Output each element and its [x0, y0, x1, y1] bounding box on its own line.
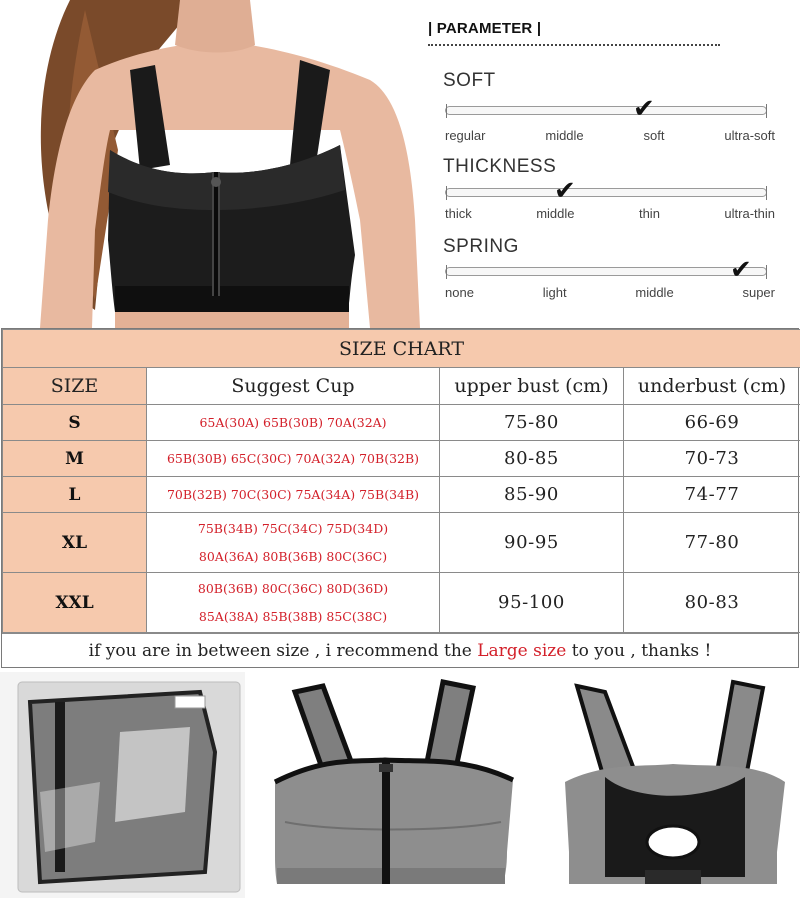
scale-label: middle	[536, 206, 575, 221]
bra-back-icon	[545, 672, 800, 898]
table-row	[3, 513, 800, 573]
scale-tick	[766, 104, 767, 118]
scale-label: none	[445, 285, 474, 300]
header-upper-bust: upper bust (cm)	[440, 368, 624, 405]
scale-label: middle	[545, 128, 584, 143]
header-size: SIZE	[3, 368, 147, 405]
product-photos	[0, 672, 800, 898]
scale-tick	[446, 265, 447, 279]
cup-line: 80A(36A) 80B(36B) 80C(36C)	[198, 548, 388, 564]
underbust-value: 66-69	[624, 405, 800, 441]
size-recommendation-note	[2, 633, 798, 669]
upper-bust-value: 75-80	[440, 405, 624, 441]
thickness-checkmark-icon: ✔	[554, 176, 576, 206]
cup-list	[147, 513, 440, 573]
size-chart-table	[2, 329, 800, 633]
size-chart-title: SIZE CHART	[3, 330, 800, 368]
size-label: XXL	[3, 573, 147, 633]
upper-bust-value: 95-100	[440, 573, 624, 633]
packaged-photo	[0, 672, 245, 898]
header-suggest-cup: Suggest Cup	[147, 368, 440, 405]
size-label: M	[3, 441, 147, 477]
model-photo	[0, 0, 425, 328]
upper-bust-value: 90-95	[440, 513, 624, 573]
parameter-heading: | PARAMETER |	[428, 20, 542, 37]
scale-label: thin	[638, 206, 660, 221]
table-row	[3, 405, 800, 441]
cup-line: 75B(34B) 75C(34C) 75D(34D)	[197, 520, 389, 536]
upper-bust-value: 80-85	[440, 441, 624, 477]
scale-label: thick	[445, 206, 472, 221]
table-row	[3, 441, 800, 477]
thickness-scale-track	[445, 188, 767, 197]
underbust-value: 70-73	[624, 441, 800, 477]
bag-icon	[0, 672, 245, 898]
soft-checkmark-icon: ✔	[633, 94, 655, 124]
scale-label: super	[742, 285, 775, 300]
cup-line: 85A(38A) 85B(38B) 85C(38C)	[198, 608, 388, 624]
size-chart-title-row	[3, 330, 800, 368]
scale-label: regular	[445, 128, 486, 143]
param-title-soft: SOFT	[443, 70, 496, 91]
back-photo	[545, 672, 800, 898]
scale-tick	[766, 186, 767, 200]
cup-line: 80B(36B) 80C(36C) 80D(36D)	[197, 580, 389, 596]
scale-label: ultra-thin	[724, 206, 775, 221]
note-highlight: Large size	[477, 641, 567, 661]
scale-label: soft	[643, 128, 665, 143]
table-row	[3, 573, 800, 633]
param-title-spring: SPRING	[443, 236, 519, 257]
spring-checkmark-icon: ✔	[730, 255, 752, 285]
dotted-divider	[428, 44, 720, 46]
soft-scale-labels	[445, 128, 775, 143]
upper-bust-value: 85-90	[440, 477, 624, 513]
spring-scale-labels	[445, 285, 775, 300]
bra-front-icon	[245, 672, 545, 898]
underbust-value: 74-77	[624, 477, 800, 513]
size-chart-header-row	[3, 368, 800, 405]
scale-tick	[446, 186, 447, 200]
cup-list: 65B(30B) 65C(30C) 70A(32A) 70B(32B)	[147, 441, 440, 477]
cup-list: 70B(32B) 70C(30C) 75A(34A) 75B(34B)	[147, 477, 440, 513]
header-underbust: underbust (cm)	[624, 368, 800, 405]
scale-label: middle	[635, 285, 674, 300]
underbust-value: 80-83	[624, 573, 800, 633]
cup-list	[147, 573, 440, 633]
thickness-scale-labels	[445, 206, 775, 221]
table-row	[3, 477, 800, 513]
size-label: L	[3, 477, 147, 513]
front-photo	[245, 672, 545, 898]
note-text-before: if you are in between size , i recommend the	[88, 641, 478, 661]
size-label: XL	[3, 513, 147, 573]
underbust-value: 77-80	[624, 513, 800, 573]
note-text-after: to you , thanks !	[566, 641, 712, 661]
cup-list: 65A(30A) 65B(30B) 70A(32A)	[147, 405, 440, 441]
soft-scale-track	[445, 106, 767, 115]
parameter-panel	[425, 0, 800, 328]
scale-label: light	[542, 285, 567, 300]
spring-scale-track	[445, 267, 767, 276]
size-chart	[1, 328, 799, 668]
scale-label: ultra-soft	[724, 128, 775, 143]
scale-tick	[446, 104, 447, 118]
model-bra-illustration	[0, 0, 425, 328]
size-label: S	[3, 405, 147, 441]
scale-tick	[766, 265, 767, 279]
param-title-thickness: THICKNESS	[443, 156, 557, 177]
